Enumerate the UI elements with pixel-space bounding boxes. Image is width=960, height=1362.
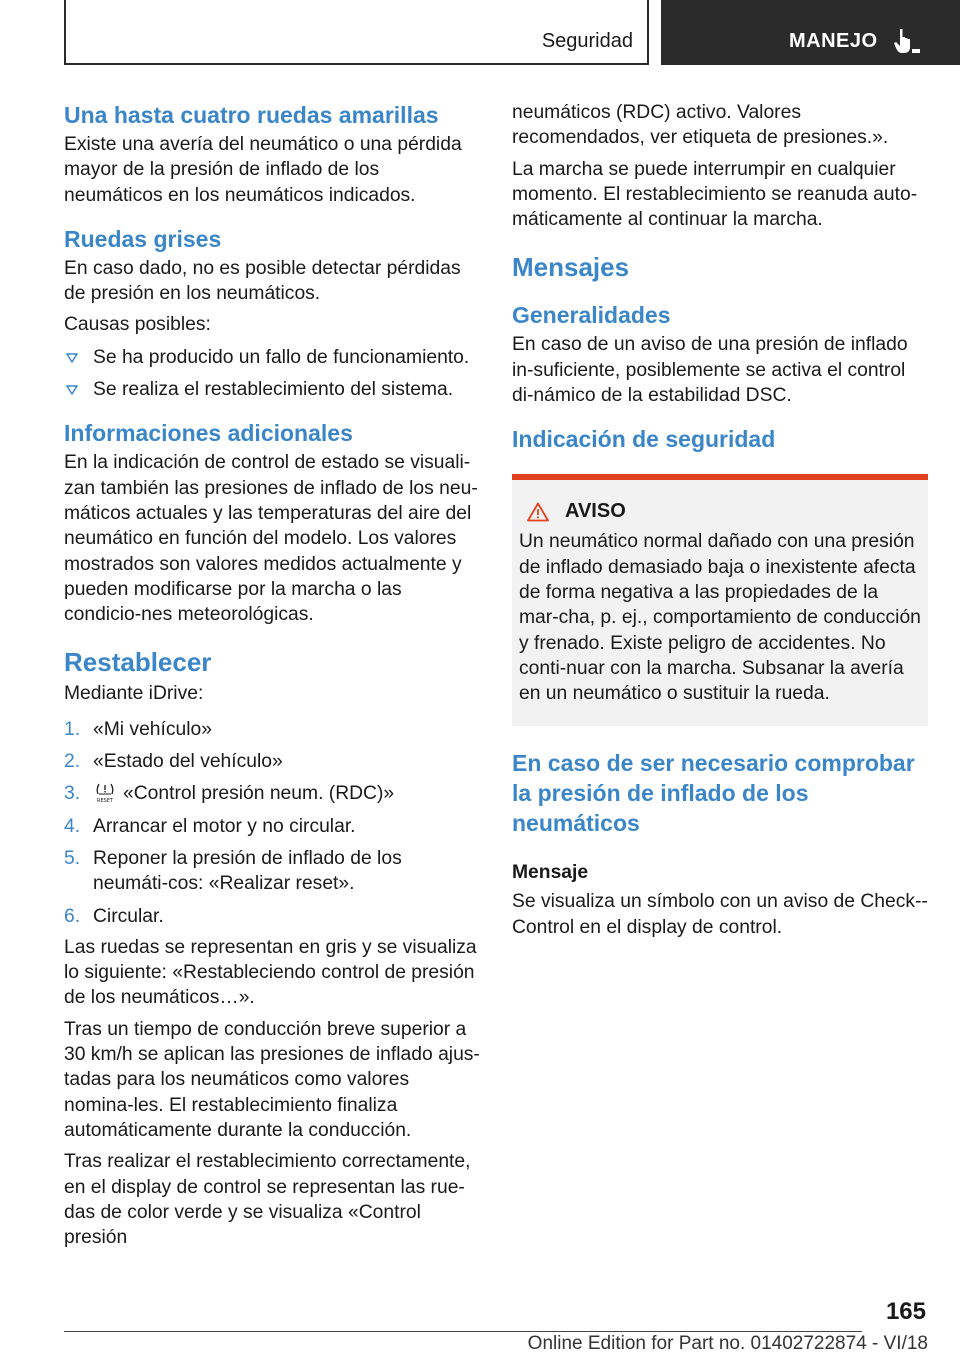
svg-text:RESET: RESET: [96, 798, 114, 805]
warning-box: [512, 474, 928, 726]
footer-divider: [64, 1331, 862, 1332]
step-text: Reponer la presión de inflado de los neumáti-cos: «Realizar reset».: [93, 847, 402, 895]
header-section-title: Seguridad: [541, 30, 633, 52]
warning-title-text: AVISO: [565, 500, 626, 523]
paragraph-general: En caso de un aviso de una presión de inflado in-suficiente, posiblemente se activa el control di-námico de la estabilidad DSC.: [512, 334, 908, 407]
causes-list: [64, 345, 480, 403]
heading-message: Mensaje: [512, 862, 589, 884]
header-section-box: [64, 0, 649, 65]
heading-yellow-wheels: Una hasta cuatro ruedas amarillas: [64, 102, 439, 128]
warning-title: [527, 500, 921, 523]
footer-edition: Online Edition for Part no. 01402722874 - VI/18: [527, 1333, 928, 1354]
tire-pressure-reset-icon: [93, 781, 117, 805]
list-item: [64, 904, 480, 929]
heading-grey-wheels: Ruedas grises: [64, 225, 222, 252]
paragraph-idrive: Mediante iDrive:: [64, 683, 204, 705]
header-chapter-tab: [661, 0, 960, 65]
list-item: [64, 749, 480, 774]
paragraph-continuation: neumáticos (RDC) activo. Valores recomendados, ver etiqueta de presiones.».: [512, 102, 889, 149]
heading-general: Generalidades: [512, 302, 671, 329]
step-number: 3.: [64, 783, 81, 805]
paragraph-time: Tras un tiempo de conducción breve superior a 30 km/h se aplican las presiones de inflado ajus-tadas para los neumáticos como valores nomina-les. El restablecimiento finaliza automáticamente durante la conducción.: [64, 1018, 480, 1141]
step-number: 1.: [64, 718, 81, 740]
list-item: [64, 846, 480, 897]
heading-messages: Mensajes: [512, 252, 630, 283]
heading-safety-note: Indicación de seguridad: [512, 426, 776, 453]
triangle-bullet-icon: [66, 353, 78, 363]
step-number: 2.: [64, 751, 81, 773]
heading-additional-info: Informaciones adicionales: [64, 420, 353, 447]
list-item: [64, 345, 480, 370]
list-item: [64, 781, 480, 806]
step-text: «Estado del vehículo»: [93, 751, 283, 773]
step-number: 5.: [64, 847, 81, 869]
cause-text: Se realiza el restablecimiento del sistema.: [93, 379, 454, 401]
paragraph-additional-info: En la indicación de control de estado se visuali-zan también las presiones de inflado de los neu-máticos actuales y las temperaturas del aire del neumático en función del modelo. Los valores mostrados son valores medidos actualmente y pueden modificarse por la marcha o las condicio-nes meteorológicas.: [64, 452, 478, 626]
paragraph-wheels-grey: Las ruedas se representan en gris y se visualiza lo siguiente: «Restableciendo control de presión de los neumáticos…».: [64, 936, 477, 1009]
heading-reset: Restablecer: [64, 647, 212, 678]
step-text: «Mi vehículo»: [93, 718, 212, 740]
paragraph-message: Se visualiza un símbolo con un aviso de Check--Control en el display de control.: [512, 891, 928, 938]
left-column: [64, 100, 480, 1250]
step-number: 4.: [64, 815, 81, 837]
cause-text: Se ha producido un fallo de funcionamiento.: [93, 346, 470, 368]
step-text: Arrancar el motor y no circular.: [93, 815, 356, 837]
right-column: [512, 100, 928, 940]
paragraph-interrupt: La marcha se puede interrumpir en cualquier momento. El restablecimiento se reanuda auto-máticamente al continuar la marcha.: [512, 158, 918, 231]
reset-steps: [64, 717, 480, 929]
list-item: [64, 814, 480, 839]
triangle-bullet-icon: [66, 385, 78, 395]
paragraph-causes: Causas posibles:: [64, 314, 211, 336]
warning-text: Un neumático normal dañado con una presión de inflado demasiado baja o inexistente afecta de forma negativa a las propiedades de la mar-cha, p. ej., comportamiento de conducción y frenado. Existe peligro de accidentes. No conti-nuar con la marcha. Subsanar la avería en un neumático o sustituir la rueda.: [519, 531, 921, 705]
step-text: Circular.: [93, 905, 164, 927]
list-item: [64, 377, 480, 402]
paragraph-grey-wheels: En caso dado, no es posible detectar pérdidas de presión en los neumáticos.: [64, 257, 461, 305]
step-text: «Control presión neum. (RDC)»: [123, 783, 395, 805]
pointing-hand-icon: [894, 27, 920, 55]
page-number: 165: [885, 1298, 926, 1325]
step-number: 6.: [64, 905, 81, 927]
list-item: [64, 717, 480, 742]
paragraph-yellow-wheels: Existe una avería del neumático o una pérdida mayor de la presión de inflado de los neumáticos en los neumáticos indicados.: [64, 134, 462, 206]
paragraph-after-reset: Tras realizar el restablecimiento correctamente, en el display de control se representan las rue-das de color verde y se visualiza «Control presión: [64, 1151, 471, 1249]
warning-triangle-icon: [527, 502, 549, 522]
heading-check-pressure: En caso de ser necesario comprobar la presión de inflado de los neumáticos: [512, 750, 915, 837]
header-chapter-title: MANEJO: [789, 30, 878, 52]
